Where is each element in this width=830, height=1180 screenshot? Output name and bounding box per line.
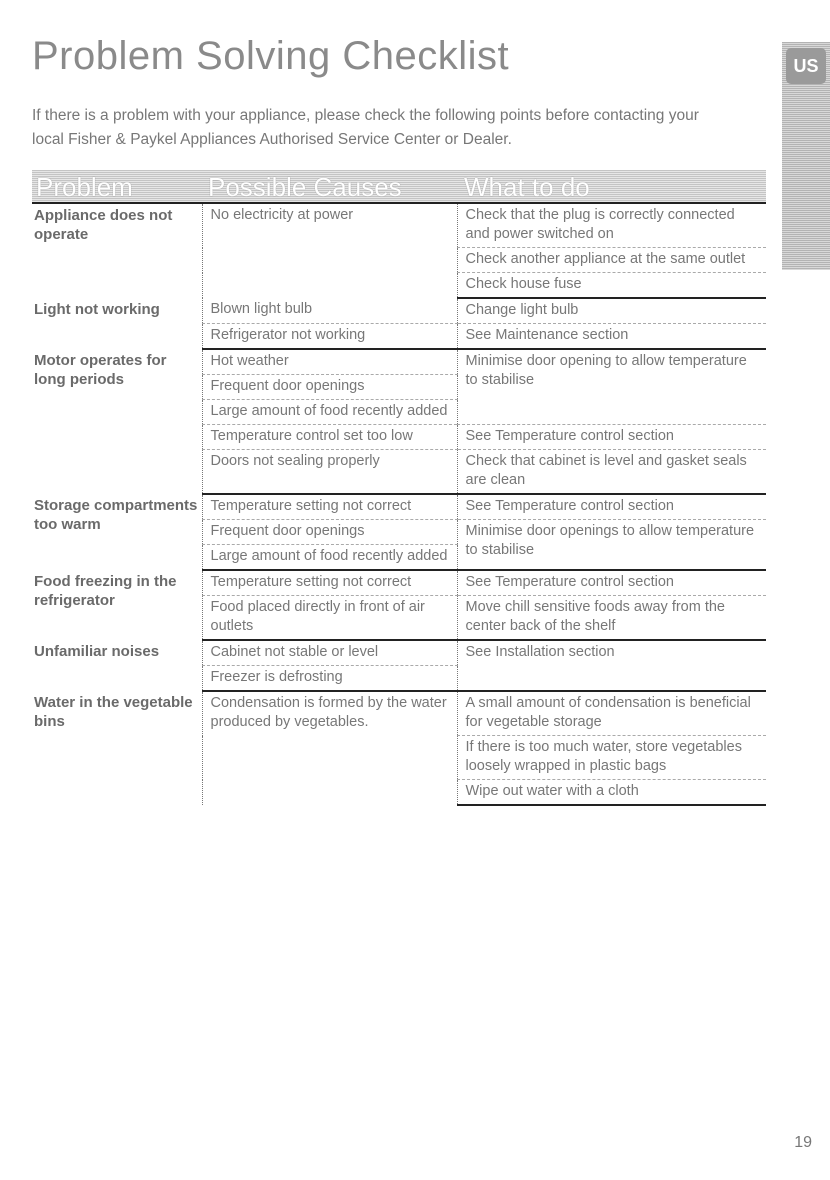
cause-cell: Refrigerator not working (202, 324, 457, 350)
cause-cell: No electricity at power (202, 204, 457, 298)
problem-cell: Light not working (34, 301, 160, 318)
cause-cell: Large amount of food recently added (202, 545, 457, 571)
cause-cell: Blown light bulb (202, 298, 457, 324)
region-label: US (786, 48, 826, 84)
todo-cell: Minimise door openings to allow temperature to stabilise (457, 520, 766, 571)
problem-checklist-table (32, 204, 766, 806)
cause-cell: Condensation is formed by the water produced by vegetables. (202, 691, 457, 805)
cause-cell: Freezer is defrosting (202, 666, 457, 692)
table-header-bar (32, 170, 766, 204)
todo-cell: Check that the plug is correctly connected and power switched on (457, 204, 766, 248)
todo-cell: Check another appliance at the same outlet (457, 248, 766, 273)
todo-cell: See Installation section (457, 640, 766, 691)
cause-cell: Temperature control set too low (202, 425, 457, 450)
cause-cell: Frequent door openings (202, 375, 457, 400)
problem-cell: Motor operates for long periods (34, 352, 167, 388)
table-row (32, 494, 766, 520)
cause-cell: Large amount of food recently added (202, 400, 457, 425)
problem-cell: Food freezing in the refrigerator (34, 573, 177, 609)
page-title: Problem Solving Checklist (32, 34, 510, 78)
cause-cell: Temperature setting not correct (202, 570, 457, 596)
cause-cell: Food placed directly in front of air outlets (202, 596, 457, 641)
table-row (32, 298, 766, 324)
todo-cell: Move chill sensitive foods away from the center back of the shelf (457, 596, 766, 641)
todo-cell: See Temperature control section (457, 570, 766, 596)
todo-cell: Check that cabinet is level and gasket seals are clean (457, 450, 766, 495)
header-possible-causes: Possible Causes (208, 172, 402, 202)
todo-cell: Change light bulb (457, 298, 766, 324)
todo-cell: If there is too much water, store vegetables loosely wrapped in plastic bags (457, 736, 766, 780)
table-row (32, 204, 766, 248)
problem-cell: Storage compartments too warm (34, 497, 198, 533)
table-row (32, 570, 766, 596)
todo-cell: A small amount of condensation is beneficial for vegetable storage (457, 691, 766, 736)
header-problem: Problem (36, 172, 133, 202)
table-row (32, 691, 766, 736)
table-row (32, 349, 766, 375)
todo-cell: See Temperature control section (457, 494, 766, 520)
todo-cell: Check house fuse (457, 273, 766, 299)
intro-paragraph: If there is a problem with your appliance, please check the following points before contacting your local Fisher & Paykel Appliances Authorised Service Center or Dealer. (32, 107, 699, 148)
todo-cell: Minimise door opening to allow temperature to stabilise (457, 349, 766, 425)
header-what-to-do: What to do (464, 172, 590, 202)
page-number: 19 (794, 1134, 812, 1151)
cause-cell: Cabinet not stable or level (202, 640, 457, 666)
table-row (32, 640, 766, 666)
cause-cell: Frequent door openings (202, 520, 457, 545)
todo-cell: See Maintenance section (457, 324, 766, 350)
problem-cell: Unfamiliar noises (34, 643, 160, 660)
problem-cell: Water in the vegetable bins (34, 694, 193, 730)
cause-cell: Hot weather (202, 349, 457, 375)
problem-cell: Appliance does not operate (34, 207, 173, 243)
todo-cell: See Temperature control section (457, 425, 766, 450)
todo-cell: Wipe out water with a cloth (457, 780, 766, 806)
cause-cell: Doors not sealing properly (202, 450, 457, 495)
cause-cell: Temperature setting not correct (202, 494, 457, 520)
